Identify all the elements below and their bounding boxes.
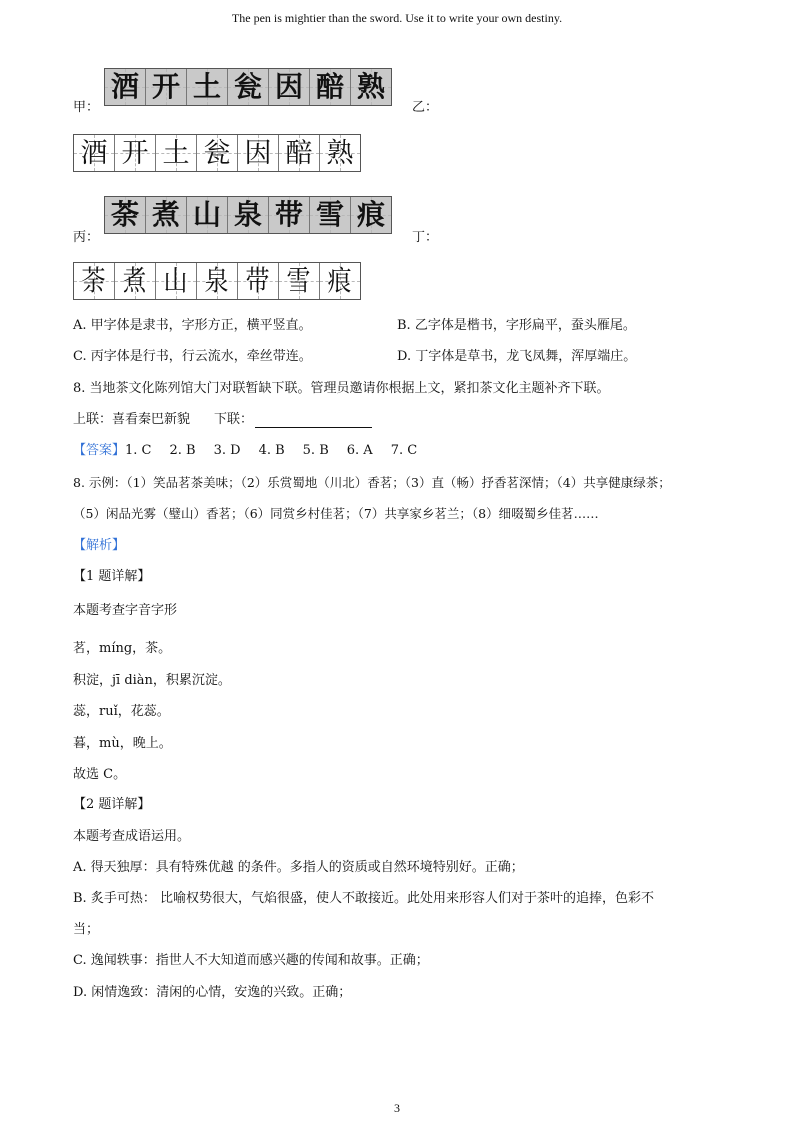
answer-item: 1. C [125,443,152,458]
option-d: D. 丁字体是草书，龙飞凤舞，浑厚端庄。 [397,349,637,364]
char-cell [74,135,115,171]
char-cell [197,263,238,299]
calligraphy-char: 雪 [315,198,344,231]
calligraphy-char: 酒 [110,70,139,103]
label-bing: 丙： [73,230,100,245]
calligraphy-char: 土 [192,70,221,103]
char-cell [146,69,187,105]
strip-bing [104,196,392,234]
detail-1-line: 茗，míng，茶。 [73,641,172,656]
char-cell [228,197,269,233]
char-cell [310,197,351,233]
char-cell [269,197,310,233]
detail-2-d: D. 闲情逸致：清闲的心情，安逸的兴致。正确； [73,985,352,1000]
label-yi: 乙： [412,100,439,115]
page-number: 3 [394,1101,400,1115]
answer-item: 2. B [169,443,196,458]
detail-2-b: B. 炙手可热： 比喻权势很大，气焰很盛，使人不敢接近。此处用来形容人们对于茶叶的追捧，色彩不 [73,891,654,906]
calligraphy-char: 带 [245,264,271,298]
char-cell [320,263,360,299]
char-cell [156,135,197,171]
char-cell [187,197,228,233]
answer-8-line-1: 8. 示例：（1）笑品茗茶美味；（2）乐赏蜀地（川北）香茗；（3）直（畅）抒香茗深情；（4）共享健康绿茶； [73,475,671,490]
detail-1-line: 故选 C。 [73,767,127,782]
detail-2-b-cont: 当； [73,922,100,937]
detail-2-intro: 本题考查成语运用。 [73,829,191,844]
calligraphy-char: 带 [274,198,303,231]
couplet-line [73,412,372,428]
char-cell [279,263,320,299]
char-cell [156,263,197,299]
detail-1-intro: 本题考查字音字形 [73,603,178,618]
calligraphy-char: 因 [274,70,303,103]
char-cell [105,197,146,233]
answer-item: 7. C [390,443,418,458]
char-cell [279,135,320,171]
char-cell [74,263,115,299]
char-cell [310,69,351,105]
char-cell [228,69,269,105]
calligraphy-char: 瓮 [203,137,231,169]
label-jia: 甲： [73,100,100,115]
answer-tag: 【答案】 [73,443,126,458]
char-cell [146,197,187,233]
detail-1-line: 暮，mù，晚上。 [73,736,172,751]
calligraphy-char: 荼 [110,198,139,231]
char-cell [351,69,391,105]
detail-1-title: 【1 题详解】 [73,569,151,584]
question-8: 8. 当地茶文化陈列馆大门对联暂缺下联。管理员邀请你根据上文，紧扣茶文化主题补齐下联。 [73,381,610,396]
detail-1-line: 积淀，jī diàn，积累沉淀。 [73,673,231,688]
page-header-motto: The pen is mightier than the sword. Use it to write your own destiny. [231,11,563,25]
calligraphy-char: 山 [163,264,189,298]
option-a: A. 甲字体是隶书，字形方正，横平竖直。 [73,318,312,333]
label-ding: 丁： [412,230,439,245]
calligraphy-char: 土 [162,137,190,169]
calligraphy-char: 开 [151,70,180,103]
calligraphy-char: 痕 [356,198,385,231]
char-cell [105,69,146,105]
char-cell [115,135,156,171]
detail-2-a: A. 得天独厚：具有特殊优越 的条件。多指人的资质或自然环境特别好。正确； [73,860,524,875]
strip-ding [73,262,361,300]
calligraphy-char: 煮 [151,198,180,231]
strip-yi [73,134,361,172]
detail-1-line: 蕊，ruǐ，花蕊。 [73,704,170,719]
option-c: C. 丙字体是行书，行云流水，牵丝带连。 [73,349,312,364]
char-cell [187,69,228,105]
calligraphy-char: 醅 [315,70,344,103]
calligraphy-char: 山 [192,198,221,231]
detail-2-c: C. 逸闻轶事：指世人不大知道而感兴趣的传闻和故事。正确； [73,953,429,968]
char-cell [197,135,238,171]
answer-blank [255,413,372,428]
option-b: B. 乙字体是楷书，字形扁平，蚕头雁尾。 [397,318,636,333]
calligraphy-char: 熟 [326,137,354,169]
analysis-tag: 【解析】 [73,538,126,553]
answer-item: 5. B [302,443,329,458]
char-cell [238,135,279,171]
char-cell [320,135,360,171]
calligraphy-char: 痕 [327,264,353,298]
calligraphy-char: 酒 [80,137,108,169]
calligraphy-char: 熟 [356,70,385,103]
char-cell [269,69,310,105]
answer-8-line-2: （5）闲品光雾（璧山）香茗；（6）同赏乡村佳茗；（7）共享家乡茗兰；（8）细啜蜀乡佳茗…… [73,506,599,521]
answer-item: 3. D [213,443,241,458]
calligraphy-char: 煮 [122,264,148,298]
calligraphy-char: 雪 [286,264,312,298]
char-cell [238,263,279,299]
couplet-lower-label: 下联： [214,412,254,427]
calligraphy-char: 瓮 [233,70,262,103]
calligraphy-char: 因 [244,137,272,169]
calligraphy-char: 泉 [233,198,262,231]
answer-item: 6. A [346,443,373,458]
answer-line [73,443,417,459]
calligraphy-char: 开 [121,137,149,169]
calligraphy-char: 荼 [81,264,107,298]
couplet-upper: 上联：喜看秦巴新貌 [73,412,191,427]
char-cell [351,197,391,233]
strip-jia [104,68,392,106]
detail-2-title: 【2 题详解】 [73,797,151,812]
calligraphy-char: 泉 [204,264,230,298]
calligraphy-char: 醅 [285,137,313,169]
answer-item: 4. B [258,443,285,458]
char-cell [115,263,156,299]
